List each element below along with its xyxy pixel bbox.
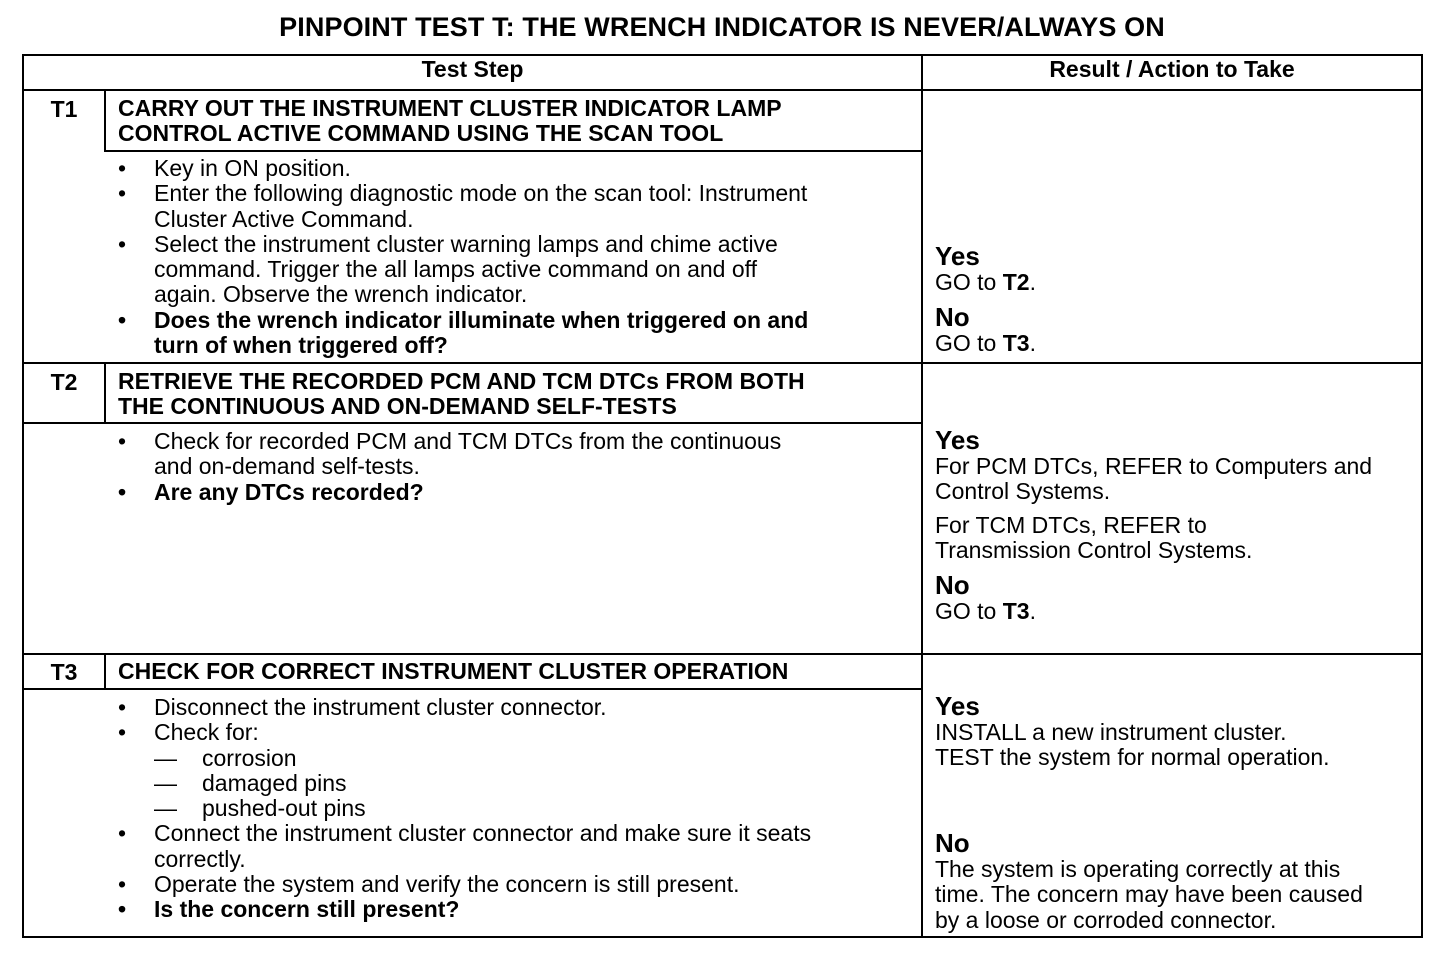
yes-action: INSTALL a new instrument cluster. TEST the system for normal operation.	[935, 719, 1330, 771]
table-border-right	[1421, 54, 1423, 938]
yes-label: Yes	[935, 691, 980, 721]
t2-id-divider	[104, 363, 106, 423]
header-test-step: Test Step	[421, 56, 524, 82]
yes-action: GO to T2.	[935, 269, 1036, 295]
list-item: • Does the wrench indicator illuminate when triggered on and turn of when triggered off?	[118, 308, 808, 359]
result-action	[935, 829, 1421, 933]
sub-item: — corrosion	[154, 746, 811, 771]
yes-action: For PCM DTCs, REFER to Computers and Control Systems.	[935, 453, 1373, 505]
sub-item: — pushed-out pins	[154, 796, 811, 821]
t3-id-divider	[104, 654, 106, 689]
no-label: No	[935, 302, 970, 333]
t3-title-underline	[22, 688, 922, 690]
step-title: RETRIEVE THE RECORDED PCM AND TCM DTCs FROM BOTH THE CONTINUOUS AND ON-DEMAND SELF-TESTS	[118, 368, 805, 419]
step-id: T2	[50, 369, 78, 395]
step-id: T3	[50, 659, 78, 685]
no-action: GO to T3.	[935, 330, 1036, 357]
page-title: PINPOINT TEST T: THE WRENCH INDICATOR IS NEVER/ALWAYS ON	[279, 12, 1165, 42]
result-action	[935, 242, 1421, 357]
sub-item: — damaged pins	[154, 771, 811, 796]
result-action	[935, 426, 1421, 624]
step-id: T1	[50, 96, 78, 122]
table-border-left	[22, 54, 24, 938]
result-action	[935, 692, 1421, 771]
no-label: No	[935, 828, 970, 858]
yes-label: Yes	[935, 241, 980, 271]
header-result: Result / Action to Take	[1049, 56, 1295, 82]
no-action: The system is operating correctly at this time. The concern may have been caused by a loose or corroded connector.	[935, 856, 1363, 933]
table-border-bottom	[22, 936, 1423, 938]
step-title: CHECK FOR CORRECT INSTRUMENT CLUSTER OPERATION	[118, 658, 789, 684]
t1-title-underline	[104, 150, 922, 152]
no-label: No	[935, 570, 970, 601]
list-item: • Are any DTCs recorded?	[118, 480, 781, 505]
list-item: • Select the instrument cluster warning lamps and chime active command. Trigger the all lamps active command on and off again. Observe the wrench indicator.	[118, 232, 808, 308]
yes-action: For TCM DTCs, REFER to Transmission Control Systems.	[935, 511, 1253, 563]
list-item: • Connect the instrument cluster connector and make sure it seats correctly.	[118, 821, 811, 872]
column-divider	[921, 54, 923, 938]
step-list	[118, 156, 808, 358]
list-item: • Enter the following diagnostic mode on the scan tool: Instrument Cluster Active Command.	[118, 181, 808, 232]
step-list	[118, 429, 781, 505]
list-item: • Check for: — corrosion — damaged pins — pushed-out pins	[118, 720, 811, 821]
list-item: • Check for recorded PCM and TCM DTCs from the continuous and on-demand self-tests.	[118, 429, 781, 480]
no-action: GO to T3.	[935, 598, 1036, 625]
list-item: • Disconnect the instrument cluster connector.	[118, 695, 811, 720]
row-divider-t2-t3	[22, 653, 1423, 655]
list-item: • Operate the system and verify the concern is still present.	[118, 872, 811, 897]
t2-title-underline	[22, 422, 922, 424]
list-item: • Key in ON position.	[118, 156, 808, 181]
step-title: CARRY OUT THE INSTRUMENT CLUSTER INDICATOR LAMP CONTROL ACTIVE COMMAND USING THE SCAN TOOL	[118, 95, 782, 146]
header-divider	[22, 89, 1423, 91]
step-list	[118, 695, 811, 923]
t1-id-divider	[104, 90, 106, 151]
list-item: • Is the concern still present?	[118, 897, 811, 922]
yes-label: Yes	[935, 425, 980, 455]
row-divider-t1-t2	[22, 362, 1423, 364]
